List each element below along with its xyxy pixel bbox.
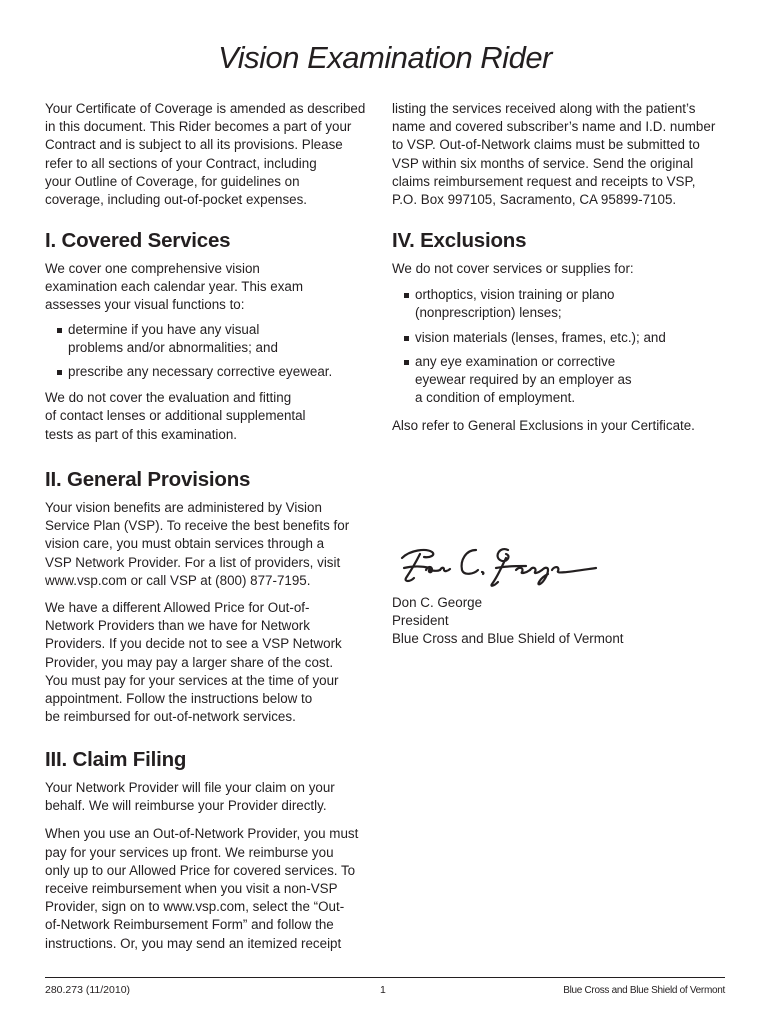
intro-right-text: listing the services received along with the patient’s name and covered subscriber’s name and I.D. number to VSP. Out-of-Network claims must be submitted to VSP within six months of service. Send the original claims reimbursement request and receipts to VSP, P.O. Box 997105, Sacramento, CA 95899-7105. — [392, 101, 716, 208]
list-item-text: vision materials (lenses, frames, etc.); and — [415, 329, 666, 345]
exclusions-heading: IV. Exclusions — [392, 229, 527, 252]
claim-filing-p1: Your Network Provider will file your claim on your behalf. We will reimburse your Provider directly. — [45, 780, 335, 814]
list-item — [392, 353, 737, 408]
page-number: 1 — [380, 984, 386, 996]
exclusions-general-note: Also refer to General Exclusions in your Certificate. — [392, 418, 695, 434]
signature-image — [396, 544, 606, 590]
list-item — [392, 329, 737, 347]
footer-form-number: 280.273 (11/2010) — [45, 984, 131, 996]
list-item-text: prescribe any necessary corrective eyewear. — [68, 364, 333, 380]
covered-services-intro: We cover one comprehensive vision examination each calendar year. This exam assesses your visual functions to: — [45, 261, 304, 313]
list-item — [45, 363, 380, 381]
covered-services-exclusion-note: We do not cover the evaluation and fitting of contact lenses or additional supplemental tests as part of this examination. — [45, 390, 306, 442]
claim-filing-heading: III. Claim Filing — [45, 748, 187, 771]
intro-left-text: Your Certificate of Coverage is amended as described in this document. This Rider becomes a part of your Contract and is subject to all its provisions. Please refer to all sections of your Contract, including your Outline of Coverage, for guidelines on coverage, including out-of-pocket expenses. — [45, 101, 366, 208]
square-bullet-icon — [57, 370, 62, 375]
square-bullet-icon — [404, 336, 409, 341]
square-bullet-icon — [404, 293, 409, 298]
square-bullet-icon — [404, 360, 409, 365]
list-item-text: orthoptics, vision training or plano (nonprescription) lenses; — [415, 287, 615, 321]
section-exclusions — [392, 229, 737, 436]
covered-services-heading: I. Covered Services — [45, 229, 231, 252]
intro-right — [392, 100, 737, 209]
signatory-role: President — [392, 613, 449, 629]
covered-services-list — [45, 321, 380, 382]
claim-filing-p2: When you use an Out-of-Network Provider, you must pay for your services up front. We reimburse you only up to our Allowed Price for covered services. To receive reimbursement when you visit a non-VSP Provider, sign on to www.vsp.com, select the “Out- of-Network Reimbursement Form” and follow the instructions. Or, you may send an itemized receipt — [45, 826, 359, 951]
section-covered-services — [45, 229, 380, 444]
exclusions-list — [392, 286, 737, 407]
general-provisions-p2: We have a different Allowed Price for Out-of- Network Providers than we have for Network Providers. If you decide not to see a VSP Network Provider, you may pay a larger share of the cost. You must pay for your services at the time of your appointment. Follow the instructions below to be reimbursed for out-of-network services. — [45, 600, 342, 725]
signatory-name: Don C. George — [392, 595, 483, 610]
list-item — [392, 286, 737, 322]
general-provisions-heading: II. General Provisions — [45, 468, 251, 491]
section-claim-filing — [45, 748, 380, 953]
signatory-block — [392, 594, 737, 649]
section-general-provisions — [45, 468, 380, 726]
footer-organization: Blue Cross and Blue Shield of Vermont — [563, 985, 725, 996]
footer-divider — [45, 977, 725, 978]
square-bullet-icon — [57, 328, 62, 333]
list-item-text: any eye examination or corrective eyewear required by an employer as a condition of employment. — [415, 353, 632, 406]
list-item — [45, 321, 380, 357]
intro-left — [45, 100, 380, 209]
signatory-organization: Blue Cross and Blue Shield of Vermont — [392, 631, 624, 647]
document-title: Vision Examination Rider — [218, 40, 552, 75]
exclusions-intro: We do not cover services or supplies for: — [392, 261, 634, 276]
general-provisions-p1: Your vision benefits are administered by Vision Service Plan (VSP). To receive the best benefits for vision care, you must obtain services through a VSP Network Provider. For a list of providers, visit www.vsp.com or call VSP at (800) 877-7195. — [45, 500, 350, 588]
list-item-text: determine if you have any visual problems and/or abnormalities; and — [68, 321, 278, 355]
